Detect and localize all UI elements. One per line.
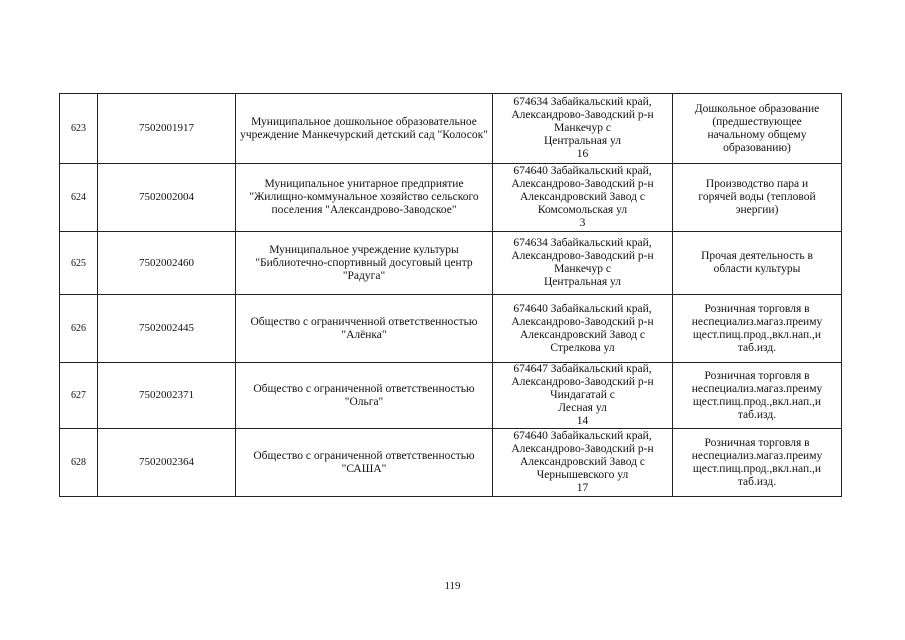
activity-line: Розничная торговля в	[704, 436, 810, 449]
address-line: 674634 Забайкальский край,	[513, 237, 652, 249]
activity-line: области культуры	[713, 263, 801, 275]
page-number: 119	[444, 580, 461, 592]
activity-line: щест.пищ.прод.,вкл.нап.,и	[692, 462, 822, 475]
organization-name-cell: Муниципальное унитарное предприятие "Жилищно-коммунальное хозяйство сельского поселения "Александрово-Заводское"	[236, 164, 493, 232]
address-line: 674640 Забайкальский край,	[513, 302, 652, 315]
table-row	[60, 429, 842, 497]
address-line: 674634 Забайкальский край,	[513, 96, 652, 108]
address-line: Александрово-Заводский р-н	[511, 443, 654, 455]
activity-line: энергии)	[735, 204, 779, 216]
organization-name-cell: Муниципальное дошкольное образовательное учреждение Манкечурский детский сад "Колосок"	[236, 94, 493, 164]
organization-name-cell: Общество с ограниченной ответственностью "САША"	[236, 429, 493, 497]
inn-cell: 7502002460	[98, 232, 236, 295]
inn-cell: 7502001917	[98, 94, 236, 164]
address-line: Чернышевского ул	[536, 469, 629, 481]
organization-name-cell: Общество с ограниченной ответственностью "Ольга"	[236, 363, 493, 429]
address-cell	[493, 295, 673, 363]
activity-line: Производство пара и	[705, 178, 809, 190]
activity-cell	[673, 164, 842, 232]
activity-line: Розничная торговля в	[704, 302, 810, 315]
address-line: Лесная ул	[558, 402, 607, 414]
activity-cell	[673, 94, 842, 164]
table-row	[60, 232, 842, 295]
registry-table	[59, 93, 842, 497]
address-line: Александрово-Заводский р-н	[511, 250, 654, 262]
table-row	[60, 363, 842, 429]
address-cell	[493, 429, 673, 497]
address-line: 17	[576, 482, 589, 494]
activity-line: таб.изд.	[737, 408, 777, 421]
inn-cell: 7502002371	[98, 363, 236, 429]
activity-line: таб.изд.	[737, 475, 777, 488]
address-line: Центральная ул	[543, 276, 622, 288]
activity-cell	[673, 363, 842, 429]
address-line: Александровский Завод с	[519, 456, 645, 468]
address-cell	[493, 164, 673, 232]
activity-line: образованию)	[723, 141, 791, 154]
address-line: Комсомольская ул	[537, 204, 628, 216]
address-line: 14	[576, 415, 589, 427]
row-number-cell: 625	[60, 232, 98, 295]
address-cell	[493, 232, 673, 295]
activity-line: таб.изд.	[737, 341, 777, 354]
activity-line: щест.пищ.прод.,вкл.нап.,и	[692, 395, 822, 408]
table-row	[60, 164, 842, 232]
activity-cell	[673, 232, 842, 295]
activity-line: горячей воды (тепловой	[698, 191, 816, 203]
activity-line: неспециализ.магаз.преиму	[691, 315, 823, 328]
address-line: 3	[579, 217, 586, 229]
address-line: Манкечур с	[554, 122, 611, 134]
address-line: 674647 Забайкальский край,	[513, 363, 652, 375]
activity-line: Прочая деятельность в	[701, 250, 813, 262]
activity-line: неспециализ.магаз.преиму	[691, 449, 823, 462]
inn-cell: 7502002004	[98, 164, 236, 232]
address-line: Александровский Завод с	[519, 191, 645, 203]
address-cell	[493, 94, 673, 164]
address-line: Манкечур с	[554, 263, 611, 275]
address-line: 674640 Забайкальский край,	[513, 430, 652, 442]
address-line: Александрово-Заводский р-н	[511, 376, 654, 388]
registry-table-body	[60, 94, 842, 497]
row-number-cell: 627	[60, 363, 98, 429]
activity-cell	[673, 295, 842, 363]
inn-cell: 7502002445	[98, 295, 236, 363]
address-line: 674640 Забайкальский край,	[513, 165, 652, 177]
activity-line: неспециализ.магаз.преиму	[691, 382, 823, 395]
activity-line: начальному общему	[707, 128, 807, 141]
address-cell	[493, 363, 673, 429]
organization-name-cell: Общество с ограничченной ответственностью "Алёнка"	[236, 295, 493, 363]
row-number-cell: 628	[60, 429, 98, 497]
row-number-cell: 626	[60, 295, 98, 363]
activity-cell	[673, 429, 842, 497]
address-line: Александрово-Заводский р-н	[511, 315, 654, 328]
organization-name-cell: Муниципальное учреждение культуры "Библиотечно-спортивный досуговый центр "Радуга"	[236, 232, 493, 295]
activity-line: Дошкольное образование	[694, 102, 820, 115]
address-line: Центральная ул	[543, 135, 622, 147]
address-line: Александрово-Заводский р-н	[511, 109, 654, 121]
table-row	[60, 295, 842, 363]
row-number-cell: 624	[60, 164, 98, 232]
address-line: Стрелкова ул	[550, 341, 615, 354]
row-number-cell: 623	[60, 94, 98, 164]
activity-line: (предшествующее	[712, 115, 802, 128]
address-line: Александровский Завод с	[519, 328, 645, 341]
table-row	[60, 94, 842, 164]
activity-line: щест.пищ.прод.,вкл.нап.,и	[692, 328, 822, 341]
address-line: 16	[576, 148, 589, 160]
address-line: Александрово-Заводский р-н	[511, 178, 654, 190]
inn-cell: 7502002364	[98, 429, 236, 497]
activity-line: Розничная торговля в	[704, 369, 810, 382]
address-line: Чиндагатай с	[550, 389, 615, 401]
